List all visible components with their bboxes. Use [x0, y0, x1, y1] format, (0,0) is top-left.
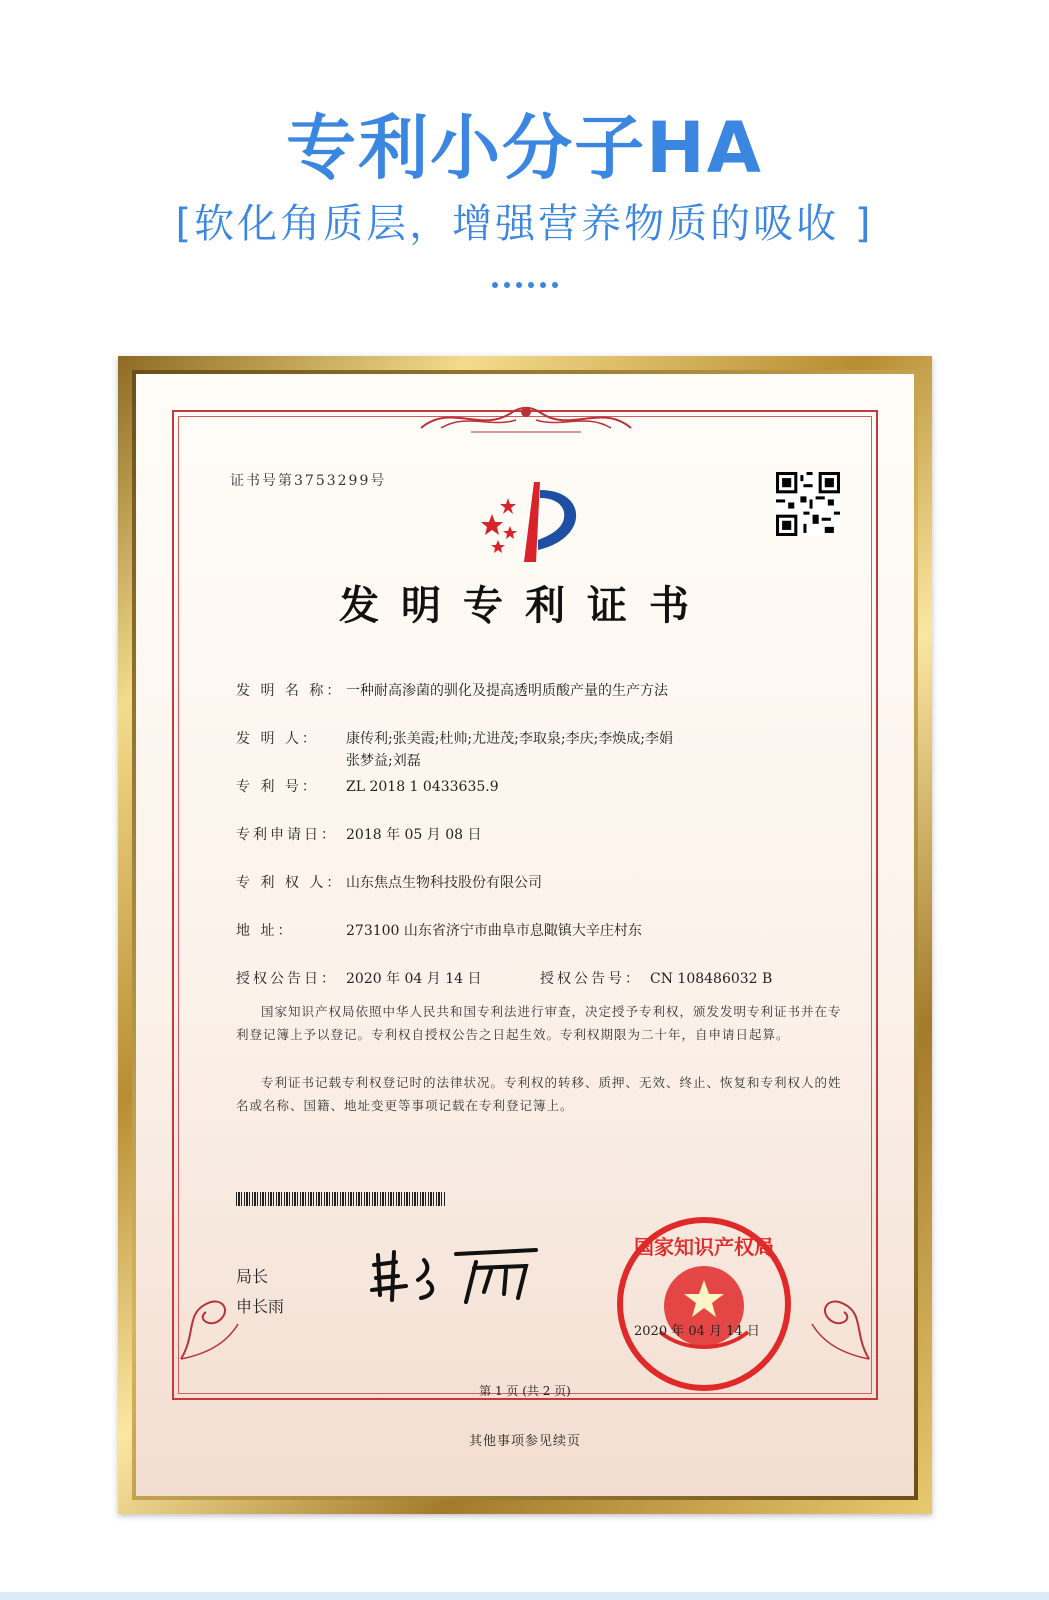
seal-date: 2020 年 04 月 14 日	[634, 1324, 760, 1339]
director-title: 局长	[236, 1267, 269, 1286]
signature-icon	[366, 1240, 546, 1310]
inventors-row: 发 明 人： 康传利;张美霞;杜帅;尤进茂;李取泉;李庆;李焕成;李娟	[236, 731, 674, 747]
patentee-row: 专 利 权 人： 山东焦点生物科技股份有限公司	[236, 875, 542, 891]
certificate-number: 证书号第3753299号	[230, 473, 387, 489]
certificate-paragraph-2: 专利证书记载专利权登记时的法律状况。专利权的转移、质押、无效、终止、恢复和专利权人的姓名或名称、国籍、地址变更等事项记载在专利登记簿上。	[236, 1075, 842, 1113]
inventors-row-2: 张梦益;刘磊	[346, 753, 421, 769]
top-ornament-icon	[411, 398, 641, 438]
grant-date-row: 授权公告日： 2020 年 04 月 14 日	[236, 971, 482, 987]
barcode-icon	[236, 1192, 446, 1206]
headline-subtitle: [软化角质层，增强营养物质的吸收 ]	[175, 201, 874, 247]
certificate-paragraph-1: 国家知识产权局依照中华人民共和国专利法进行审查，决定授予专利权，颁发发明专利证书并在专利登记簿上予以登记。专利权自授权公告之日起生效。专利权期限为二十年，自申请日起算。	[236, 1004, 842, 1042]
certificate-frame	[118, 356, 932, 1514]
patent-number-row: 专 利 号： ZL 2018 1 0433635.9	[236, 779, 499, 795]
invention-name-row: 发 明 名 称： 一种耐高渗菌的驯化及提高透明质酸产量的生产方法	[236, 683, 668, 699]
corner-ornament-icon	[804, 1274, 874, 1364]
director-block	[236, 1262, 284, 1322]
qr-code-icon	[776, 472, 840, 536]
certificate-paper	[136, 374, 914, 1496]
address-row: 地 址： 273100 山东省济宁市曲阜市息陬镇大辛庄村东	[236, 923, 642, 939]
seal-text: 国家知识产权局	[634, 1235, 774, 1259]
headline-title: 专利小分子HA	[286, 107, 763, 189]
grant-number-row: 授权公告号： CN 108486032 B	[540, 971, 773, 987]
cnipa-logo-icon	[474, 474, 594, 570]
filing-date-row: 专利申请日： 2018 年 05 月 08 日	[236, 827, 482, 843]
bottom-band	[0, 1592, 1049, 1600]
decorative-dots	[0, 282, 1049, 288]
page-number: 第 1 页 (共 2 页)	[479, 1384, 571, 1398]
director-name: 申长雨	[236, 1297, 285, 1316]
continuation-note: 其他事项参见续页	[468, 1434, 581, 1449]
official-seal-icon	[614, 1214, 794, 1394]
certificate-title: 发明专利证书	[339, 582, 711, 629]
